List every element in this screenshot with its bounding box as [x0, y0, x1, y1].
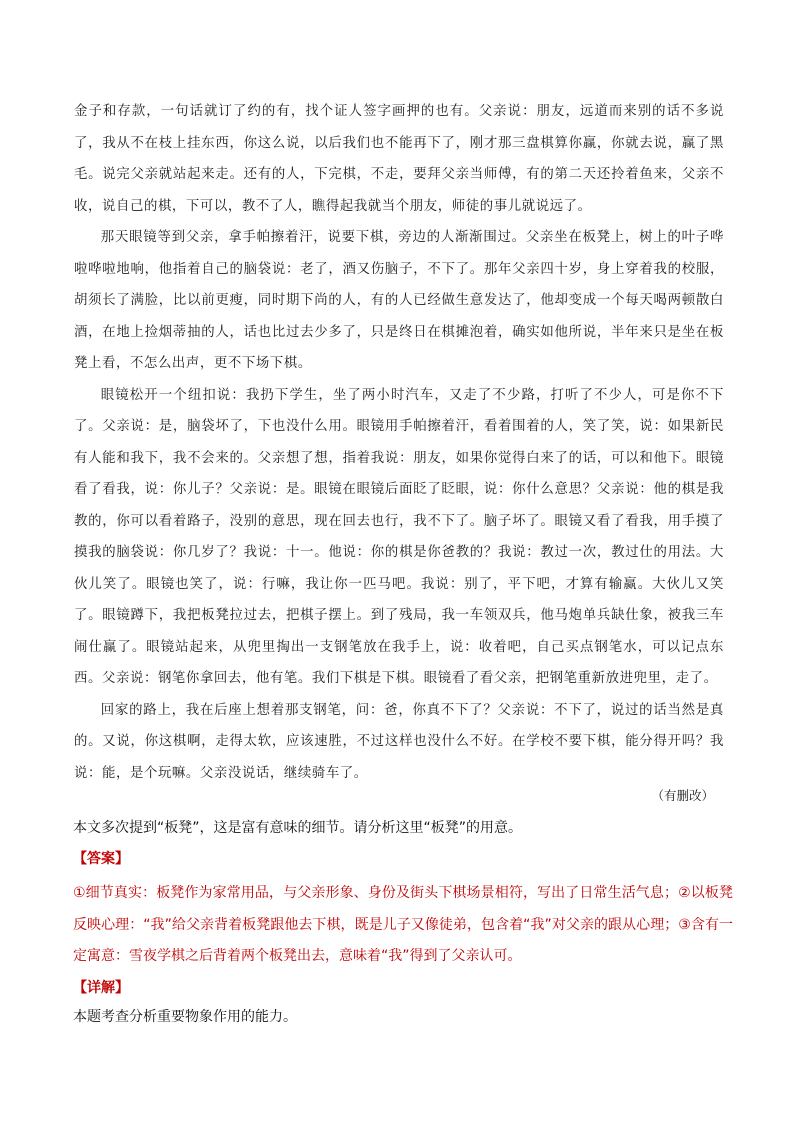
detail-heading: 【详解】	[73, 980, 129, 996]
answer-heading: 【答案】	[73, 851, 129, 867]
reading-passage	[74, 96, 724, 789]
answer-text: ①细节真实：板凳作为家常用品，与父亲形象、身份及街头下棋场景相符，写出了日常生活气息；②以板凳反映心理：“我”给父亲背着板凳跟他去下棋，既是儿子又像徒弟，包含着“我”对父亲的跟从心理；③含有一定寓意：雪夜学棋之后背着两个板凳出去，意味着“我”得到了父亲认可。	[73, 885, 733, 964]
source-note: （有删改）	[651, 788, 714, 803]
detail-text: 本题考查分析重要物象作用的能力。	[73, 1009, 297, 1025]
passage-paragraph-2: 那天眼镜等到父亲，拿手帕擦着汗，说要下棋，旁边的人渐渐围过。父亲坐在板凳上，树上的叶子哗啦哗啦地响，他指着自己的脑袋说：老了，酒又伤脑子，不下了。那年父亲四十岁，身上穿着我的校服，胡须长了满脸，比以前更瘦，同时期下尚的人，有的人已经做生意发达了，他却变成一个每天喝两顿散白酒，在地上捡烟蒂抽的人，话也比过去少多了，只是终日在棋摊泡着，确实如他所说，半年来只是坐在板凳上看，不怎么出声，更不下场下棋。	[74, 230, 724, 371]
question-text: 本文多次提到“板凳”，这是富有意味的细节。请分析这里“板凳”的用意。	[73, 820, 523, 836]
passage-paragraph-1: 金子和存款，一句话就订了约的有，找个证人签字画押的也有。父亲说：朋友，远道而来别的话不多说了，我从不在枝上挂东西，你这么说，以后我们也不能再下了，刚才那三盘棋算你赢，你就去说，赢了黑毛。说完父亲就站起来走。还有的人，下完棋，不走，要拜父亲当师傅，有的第二天还拎着鱼来，父亲不收，说自己的棋，下可以，教不了人，瞧得起我就当个朋友，师徒的事儿就说远了。	[74, 104, 724, 214]
passage-paragraph-3: 眼镜松开一个纽扣说：我扔下学生，坐了两小时汽车，又走了不少路，打听了不少人，可是你不下了。父亲说：是，脑袋坏了，下也没什么用。眼镜用手帕擦着汗，看着围着的人，笑了笑，说：如果新民有人能和我下，我不会来的。父亲想了想，指着我说：朋友，如果你觉得白来了的话，可以和他下。眼镜看了看我，说：你儿子？父亲说：是。眼镜在眼镜后面眨了眨眼，说：你什么意思？父亲说：他的棋是我教的，你可以看着路子，没别的意思，现在回去也行，我不下了。脑子坏了。眼镜又看了看我，用手摸了摸我的脑袋说：你几岁了？我说：十一。他说：你的棋是你爸教的？我说：教过一次，教过仕的用法。大伙儿笑了。眼镜也笑了，说：行嘛，我让你一匹马吧。我说：别了，平下吧，才算有输赢。大伙儿又笑了。眼镜蹲下，我把板凳拉过去，把棋子摆上。到了残局，我一车领双兵，他马炮单兵缺仕象，被我三车闹仕赢了。眼镜站起来，从兜里掏出一支钢笔放在我手上，说：收着吧，自己买点钢笔水，可以记点东西。父亲说：钢笔你拿回去，他有笔。我们下棋是下棋。眼镜看了看父亲，把钢笔重新放进兜里，走了。	[74, 387, 724, 686]
passage-paragraph-4: 回家的路上，我在后座上想着那支钢笔，问：爸，你真不下了？父亲说：不下了，说过的话当然是真的。又说，你这棋啊，走得太软，应该速胜，不过这样也没什么不好。在学校不要下棋，能分得开吗？我说：能，是个玩嘛。父亲没说话，继续骑车了。	[74, 702, 724, 781]
